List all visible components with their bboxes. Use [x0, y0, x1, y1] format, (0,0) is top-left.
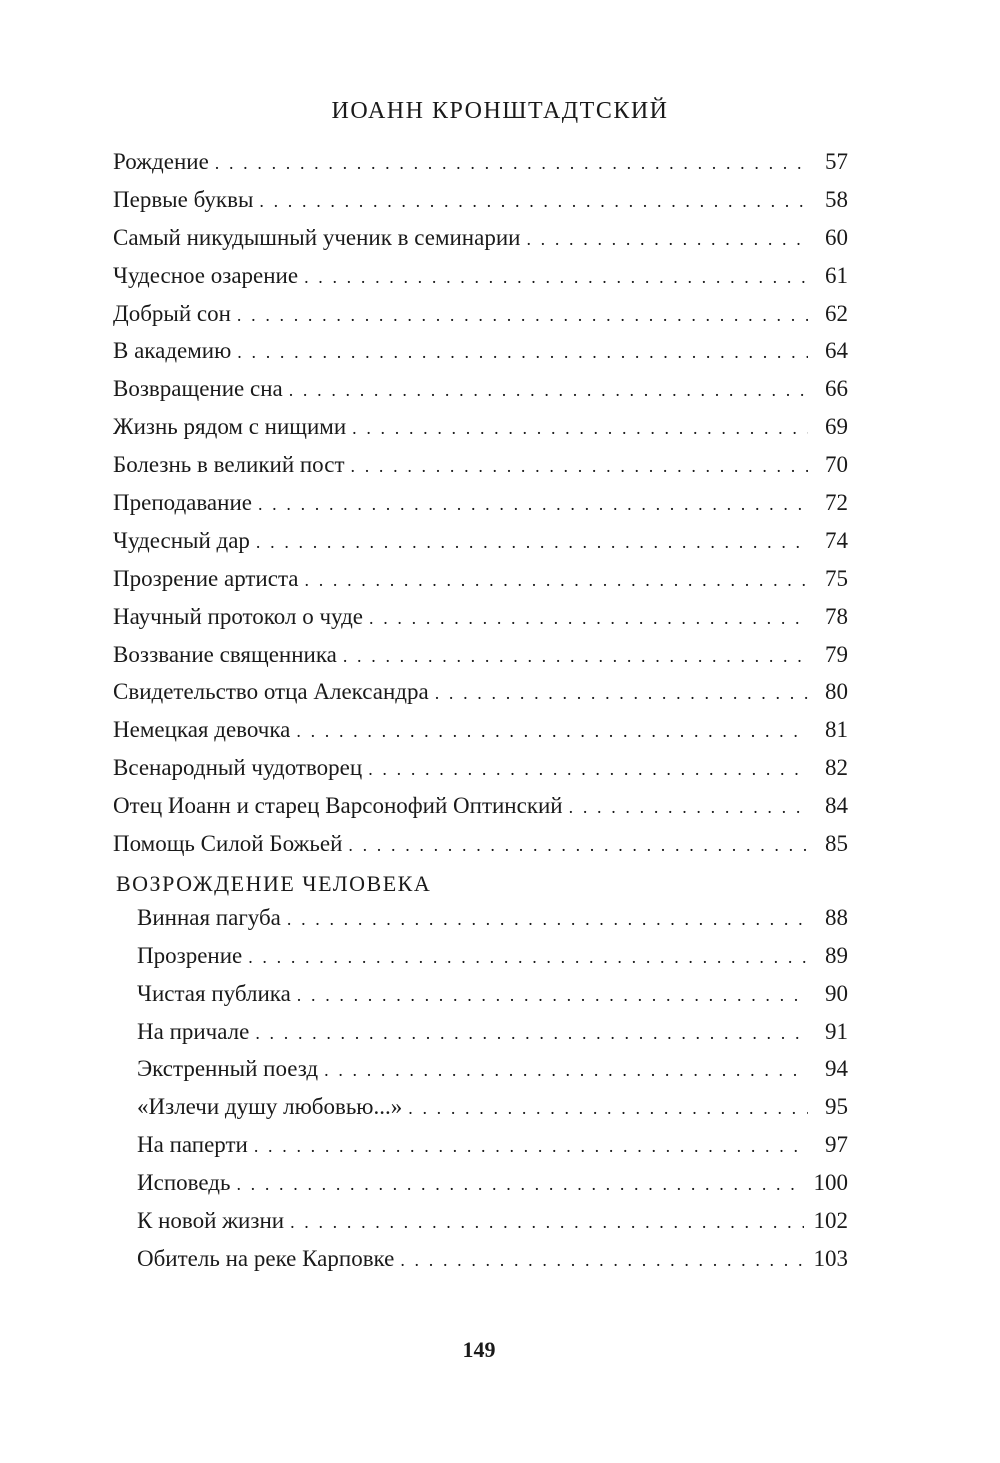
toc-entry-page: 95	[825, 1094, 848, 1120]
toc-entry	[113, 370, 848, 408]
dot-leader	[236, 1166, 803, 1204]
toc-entry-page: 100	[813, 1170, 848, 1196]
toc-entry-page: 79	[825, 641, 848, 667]
dot-leader	[296, 713, 808, 751]
table-of-contents	[113, 143, 848, 1278]
toc-subentry	[113, 975, 848, 1013]
toc-entry-title: Воззвание священника	[113, 641, 337, 667]
toc-entry-title: Болезнь в великий пост	[113, 452, 345, 478]
section-title: ИОАНН КРОНШТАДТСКИЙ	[331, 98, 669, 124]
toc-entry-page: 90	[825, 980, 848, 1006]
toc-entry-page: 57	[825, 149, 848, 174]
toc-entry	[113, 787, 848, 825]
toc-entry-title: Рождение	[113, 149, 209, 174]
toc-entry-page: 66	[825, 376, 848, 402]
dot-leader	[305, 562, 809, 600]
toc-entry-page: 97	[825, 1132, 848, 1158]
toc-subentry	[113, 1050, 848, 1088]
toc-subentry	[113, 1126, 848, 1164]
dot-leader	[352, 410, 808, 448]
dot-leader	[400, 1242, 803, 1280]
toc-entry-page: 102	[813, 1208, 848, 1234]
dot-leader	[287, 901, 808, 939]
toc-entry-title: Помощь Силой Божьей	[113, 831, 343, 857]
toc-entry-title: На паперти	[137, 1132, 248, 1158]
toc-entry-title: Всенародный чудотворец	[113, 755, 363, 781]
toc-entry-title: Немецкая девочка	[113, 717, 291, 743]
toc-subentry	[113, 1013, 848, 1051]
toc-entry-page: 94	[825, 1056, 848, 1082]
toc-entry-page: 85	[825, 831, 848, 857]
toc-entry-page: 58	[825, 186, 848, 212]
page-number: 149	[462, 1337, 496, 1362]
toc-subentry	[113, 899, 848, 937]
toc-entry-page: 70	[825, 452, 848, 478]
toc-entry-title: К новой жизни	[137, 1208, 285, 1234]
toc-entry-page: 82	[825, 755, 848, 781]
toc-entry-title: Исповедь	[137, 1170, 231, 1196]
toc-entry-page: 84	[825, 793, 848, 819]
toc-entry	[113, 560, 848, 598]
toc-entry	[113, 332, 848, 370]
toc-entry-title: Винная пагуба	[137, 904, 281, 930]
toc-entry-title: Чудесный дар	[113, 527, 250, 553]
toc-entry-page: 60	[825, 224, 848, 250]
dot-leader	[259, 183, 808, 221]
toc-entry-title: Научный протокол о чуде	[113, 603, 364, 629]
toc-entry-page: 64	[825, 338, 848, 364]
toc-entry	[113, 143, 848, 181]
toc-entry-title: Обитель на реке Карповке	[137, 1245, 395, 1271]
toc-entry-title: В академию	[113, 338, 232, 364]
toc-entry-title: Прозрение	[137, 942, 243, 968]
dot-leader	[255, 1015, 808, 1053]
toc-entry-title: Преподавание	[113, 490, 252, 516]
dot-leader	[369, 600, 808, 638]
toc-subentry	[113, 1202, 848, 1240]
toc-entry-title: Отец Иоанн и старец Варсонофий Оптинский	[113, 793, 563, 819]
toc-entry-page: 81	[825, 717, 848, 743]
toc-entry-title: На причале	[137, 1018, 250, 1044]
toc-entry-page: 103	[813, 1245, 848, 1271]
toc-entry-title: Первые буквы	[113, 186, 254, 212]
toc-entry	[113, 598, 848, 636]
toc-entry-title: Чистая публика	[137, 980, 291, 1006]
dot-leader	[408, 1090, 808, 1128]
toc-entry-title: Прозрение артиста	[113, 565, 299, 591]
toc-entry-page: 75	[825, 565, 848, 591]
toc-entry-title: Жизнь рядом с нищими	[113, 414, 347, 440]
toc-subentry	[113, 1088, 848, 1126]
dot-leader	[304, 259, 808, 297]
toc-subentry	[113, 1240, 848, 1278]
dot-leader	[256, 524, 808, 562]
dot-leader	[368, 751, 808, 789]
dot-leader	[526, 221, 808, 259]
toc-entry-title: Чудесное озарение	[113, 262, 299, 288]
toc-entry-page: 61	[825, 262, 848, 288]
toc-entry-title: Добрый сон	[113, 300, 231, 326]
toc-entry-title: Свидетельство отца Александра	[113, 679, 429, 705]
toc-entry-page: 91	[825, 1018, 848, 1044]
dot-leader	[215, 145, 808, 183]
dot-leader	[254, 1128, 808, 1166]
toc-entry	[113, 181, 848, 219]
toc-subentry	[113, 937, 848, 975]
dot-leader	[343, 638, 808, 676]
dot-leader	[289, 372, 808, 410]
toc-entry	[113, 522, 848, 560]
toc-entry	[113, 825, 848, 863]
toc-entry-page: 89	[825, 942, 848, 968]
toc-entry	[113, 749, 848, 787]
toc-entry	[113, 484, 848, 522]
dot-leader	[258, 486, 808, 524]
toc-entry	[113, 711, 848, 749]
dot-leader	[348, 827, 808, 865]
dot-leader	[351, 448, 808, 486]
toc-entry-page: 62	[825, 300, 848, 326]
toc-entry-title: Экстренный поезд	[137, 1056, 319, 1082]
dot-leader	[237, 334, 808, 372]
toc-entry	[113, 673, 848, 711]
dot-leader	[290, 1204, 803, 1242]
toc-entry-page: 88	[825, 904, 848, 930]
toc-entry-title: Самый никудышный ученик в семинарии	[113, 224, 521, 250]
toc-entry-title: Возвращение сна	[113, 376, 283, 402]
toc-entry	[113, 446, 848, 484]
toc-entry-page: 72	[825, 490, 848, 516]
toc-subentry	[113, 1164, 848, 1202]
toc-entry-page: 80	[825, 679, 848, 705]
dot-leader	[297, 977, 808, 1015]
toc-entry	[113, 408, 848, 446]
dot-leader	[324, 1052, 808, 1090]
toc-entry-page: 69	[825, 414, 848, 440]
toc-entry-page: 78	[825, 603, 848, 629]
dot-leader	[248, 939, 808, 977]
toc-entry-title: «Излечи душу любовью...»	[137, 1094, 403, 1120]
dot-leader	[569, 789, 808, 827]
toc-entry	[113, 295, 848, 333]
toc-entry	[113, 636, 848, 674]
dot-leader	[237, 297, 808, 335]
toc-entry	[113, 219, 848, 257]
toc-entry-page: 74	[825, 527, 848, 553]
toc-entry	[113, 257, 848, 295]
part-heading: ВОЗРОЖДЕНИЕ ЧЕЛОВЕКА	[116, 870, 432, 896]
dot-leader	[435, 675, 808, 713]
